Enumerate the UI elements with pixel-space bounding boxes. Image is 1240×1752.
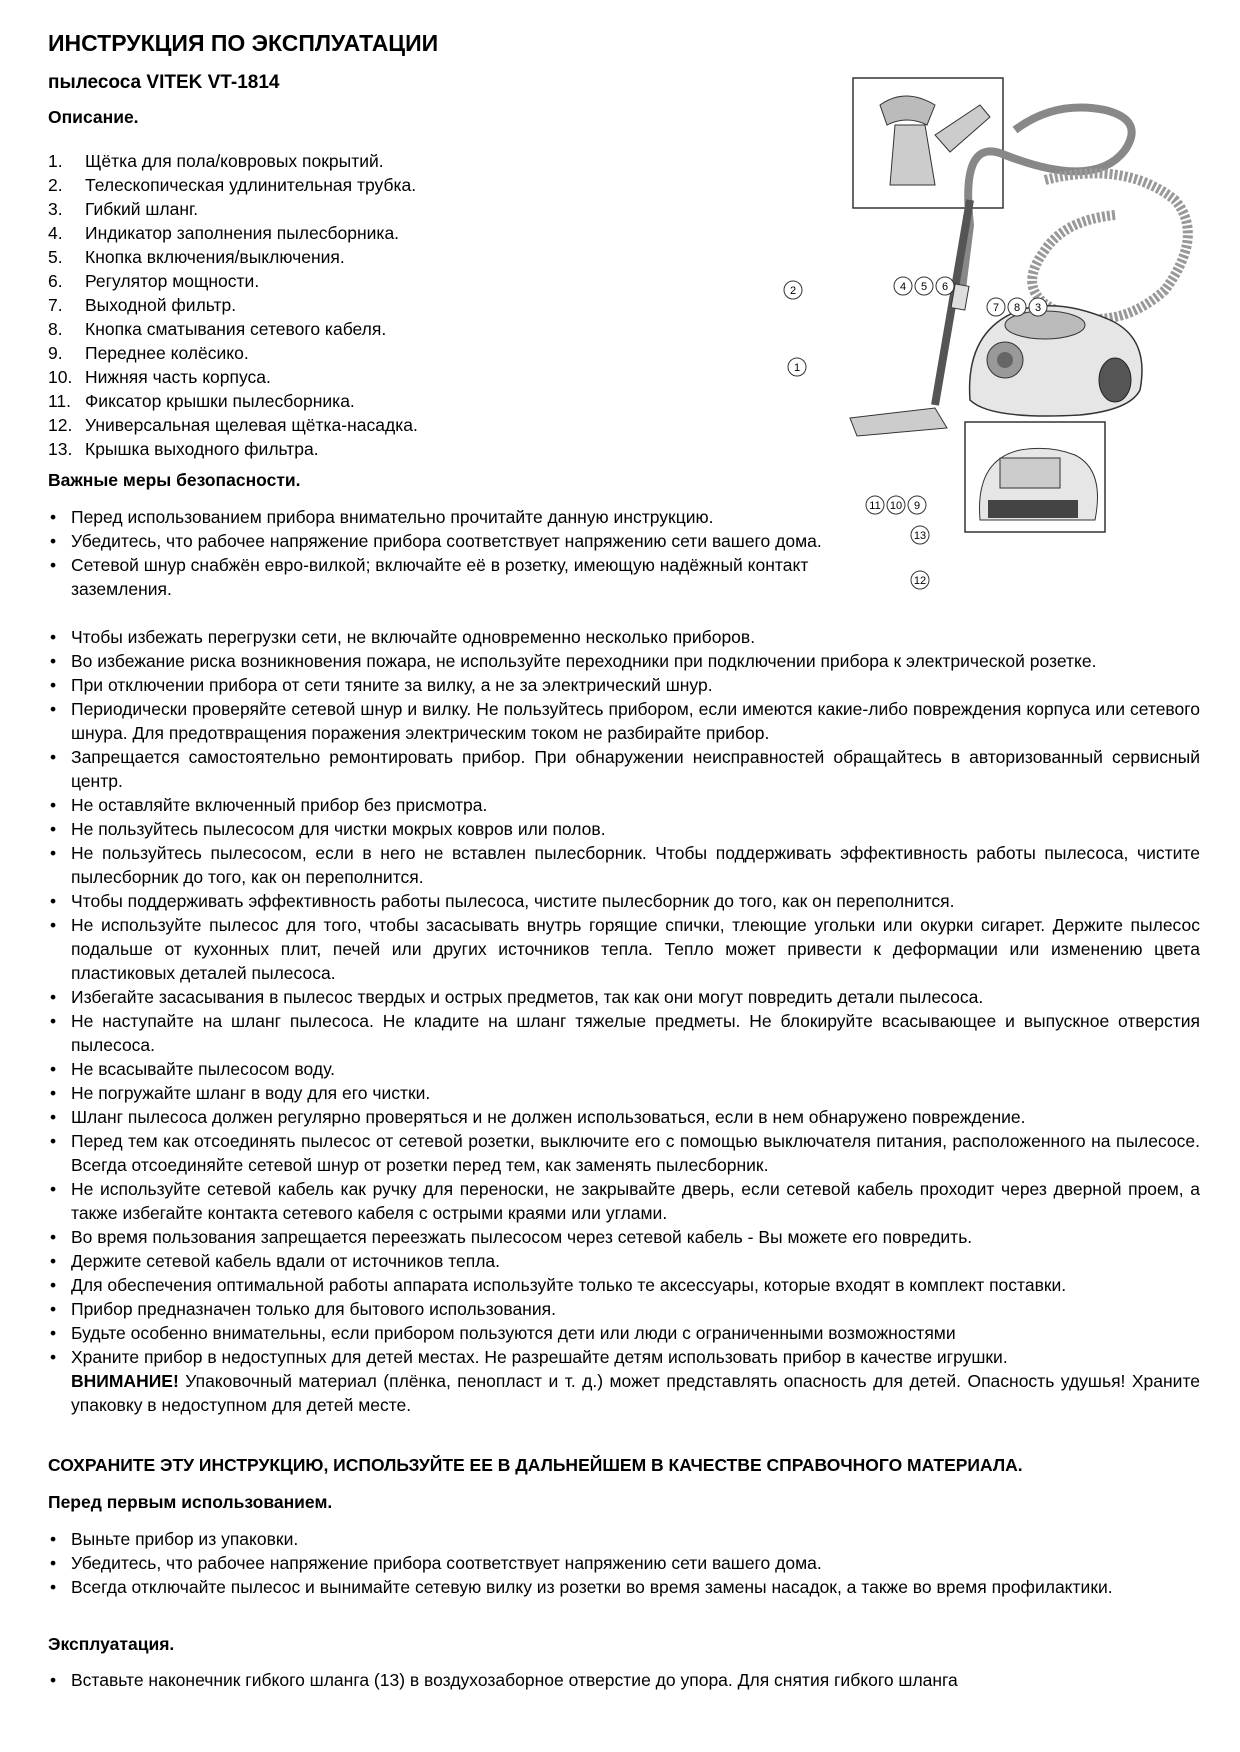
exhaust-filter-cover	[1000, 458, 1060, 488]
list-item: 7. Выходной фильтр.	[48, 295, 237, 315]
warning-text: Упаковочный материал (плёнка, пенопласт и т. д.) может представлять опасность для детей. Опасность удушья! Храните упаковку в недоступном для детей месте.	[71, 1371, 1200, 1415]
list-item: • Не используйте сетевой кабель как ручку для переноски, не закрывайте дверь, если сетевой кабель проходит через дверной проем, а также избегайте контакта сетевого кабеля с острыми краями или углами.	[48, 1177, 1200, 1225]
crevice-tool-holder	[988, 500, 1078, 518]
list-item: 6. Регулятор мощности.	[48, 271, 260, 291]
list-item: 11. Фиксатор крышки пылесборника.	[48, 391, 355, 411]
callout-number: 7	[992, 302, 1000, 314]
list-item: • Не пользуйтесь пылесосом, если в него не вставлен пылесборник. Чтобы поддерживать эффективность работы пылесоса, чистите пылесборник до того, как он переполнится.	[48, 841, 1200, 889]
before-first-use-heading: Перед первым использованием.	[48, 1492, 333, 1512]
list-item: • Не всасывайте пылесосом воду.	[48, 1057, 1200, 1081]
callout-number: 5	[920, 281, 928, 293]
save-notice: СОХРАНИТЕ ЭТУ ИНСТРУКЦИЮ, ИСПОЛЬЗУЙТЕ ЕЕ В ДАЛЬНЕЙШЕМ В КАЧЕСТВЕ СПРАВОЧНОГО МАТЕРИАЛА.	[48, 1455, 1023, 1475]
callout-number: 9	[913, 500, 921, 512]
callout-number: 11	[869, 500, 881, 512]
callout-number: 6	[941, 281, 949, 293]
list-item: • Перед использованием прибора внимательно прочитайте данную инструкцию.	[48, 505, 850, 529]
document-title: ИНСТРУКЦИЯ ПО ЭКСПЛУАТАЦИИ	[48, 30, 439, 56]
callout-number: 4	[899, 281, 907, 293]
callout-number: 8	[1013, 302, 1021, 314]
list-item: • Держите сетевой кабель вдали от источников тепла.	[48, 1249, 1200, 1273]
list-item: • Вставьте наконечник гибкого шланга (13) в воздухозаборное отверстие до упора. Для снятия гибкого шланга	[48, 1668, 1200, 1692]
list-item: • Сетевой шнур снабжён евро-вилкой; включайте её в розетку, имеющую надёжный контакт заземления.	[48, 553, 850, 601]
safety-heading: Важные меры безопасности.	[48, 470, 301, 490]
description-heading: Описание.	[48, 107, 139, 127]
warning-label: ВНИМАНИЕ!	[71, 1371, 179, 1391]
product-subtitle: пылесоса VITEK VT-1814	[48, 72, 280, 93]
list-item: 12. Универсальная щелевая щётка-насадка.	[48, 415, 418, 435]
list-item: • Не погружайте шланг в воду для его чистки.	[48, 1081, 1200, 1105]
before-first-use-list	[48, 1527, 1200, 1599]
operation-heading: Эксплуатация.	[48, 1634, 175, 1654]
list-item: • Не оставляйте включенный прибор без присмотра.	[48, 793, 1200, 817]
list-item: • Во избежание риска возникновения пожара, не используйте переходники при подключении прибора к электрической розетке.	[48, 649, 1200, 673]
list-item: • Чтобы избежать перегрузки сети, не включайте одновременно несколько приборов.	[48, 625, 1200, 649]
list-item: • Избегайте засасывания в пылесос твердых и острых предметов, так как они могут повредить детали пылесоса.	[48, 985, 1200, 1009]
safety-list	[48, 625, 1200, 1417]
list-item: 13. Крышка выходного фильтра.	[48, 439, 319, 459]
list-item: • Запрещается самостоятельно ремонтировать прибор. При обнаружении неисправностей обращайтесь в авторизованный сервисный центр.	[48, 745, 1200, 793]
list-item: • Убедитесь, что рабочее напряжение прибора соответствует напряжению сети вашего дома.	[48, 529, 850, 553]
callout-number: 13	[913, 530, 927, 542]
list-item: 1. Щётка для пола/ковровых покрытий.	[48, 151, 384, 171]
list-item: • Перед тем как отсоединять пылесос от сетевой розетки, выключите его с помощью выключателя питания, расположенного на пылесосе. Всегда отсоединяйте сетевой шнур от розетки перед тем, как заменять пылесборник.	[48, 1129, 1200, 1177]
callout-number: 10	[889, 500, 903, 512]
air-inlet-center	[997, 352, 1013, 368]
list-item: 8. Кнопка сматывания сетевого кабеля.	[48, 319, 387, 339]
safety-list-top	[48, 505, 850, 601]
list-item: • Во время пользования запрещается переезжать пылесосом через сетевой кабель - Вы можете его повредить.	[48, 1225, 1200, 1249]
vacuum-illustration	[789, 70, 1210, 615]
callout-number: 2	[789, 285, 797, 297]
parts-list	[48, 149, 748, 461]
operation-list	[48, 1668, 1200, 1692]
rear-wheel	[1099, 358, 1131, 402]
list-item: • Для обеспечения оптимальной работы аппарата используйте только те аксессуары, которые входят в комплект поставки.	[48, 1273, 1200, 1297]
list-item: • Убедитесь, что рабочее напряжение прибора соответствует напряжению сети вашего дома.	[48, 1551, 1200, 1575]
list-item: • Не пользуйтесь пылесосом для чистки мокрых ковров или полов.	[48, 817, 1200, 841]
list-item: • Прибор предназначен только для бытового использования.	[48, 1297, 1200, 1321]
callout-number: 12	[913, 575, 927, 587]
vacuum-cleaner-diagram	[789, 70, 1210, 615]
list-item: 9. Переднее колёсико.	[48, 343, 249, 363]
list-item: • При отключении прибора от сети тяните за вилку, а не за электрический шнур.	[48, 673, 1200, 697]
callout-number: 3	[1034, 302, 1042, 314]
list-item: 5. Кнопка включения/выключения.	[48, 247, 345, 267]
list-item: • Шланг пылесоса должен регулярно проверяться и не должен использоваться, если в нем обнаружено повреждение.	[48, 1105, 1200, 1129]
list-item: • Не используйте пылесос для того, чтобы засасывать внутрь горящие спички, тлеющие угольки или окурки сигарет. Держите пылесос подальше от кухонных плит, печей или других источников тепла. Тепло может привести к деформации или изменению цвета пластиковых деталей пылесоса.	[48, 913, 1200, 985]
callout-number: 1	[793, 362, 801, 374]
list-item: • Храните прибор в недоступных для детей местах. Не разрешайте детям использовать прибор в качестве игрушки. ВНИМАНИЕ! Упаковочный материал (плёнка, пенопласт и т. д.) может представлять опасность для детей. Опасность удушья! Храните упаковку в недоступном для детей месте.	[48, 1345, 1200, 1417]
list-item: • Не наступайте на шланг пылесоса. Не кладите на шланг тяжелые предметы. Не блокируйте всасывающее и выпускное отверстия пылесоса.	[48, 1009, 1200, 1057]
list-item: 10. Нижняя часть корпуса.	[48, 367, 271, 387]
list-item: 2. Телескопическая удлинительная трубка.	[48, 175, 417, 195]
list-item: 3. Гибкий шланг.	[48, 199, 199, 219]
list-item: • Будьте особенно внимательны, если прибором пользуются дети или люди с ограниченными возможностями	[48, 1321, 1200, 1345]
list-item: 4. Индикатор заполнения пылесборника.	[48, 223, 400, 243]
hose-coil	[1032, 173, 1188, 319]
list-item: • Выньте прибор из упаковки.	[48, 1527, 1200, 1551]
floor-brush	[850, 408, 947, 436]
list-item: • Периодически проверяйте сетевой шнур и вилку. Не пользуйтесь прибором, если имеются какие-либо повреждения корпуса или сетевого шнура. Для предотвращения поражения электрическим током не разбирайте прибор.	[48, 697, 1200, 745]
list-item: • Чтобы поддерживать эффективность работы пылесоса, чистите пылесборник до того, как он переполнится.	[48, 889, 1200, 913]
list-item: • Всегда отключайте пылесос и вынимайте сетевую вилку из розетки во время замены насадок, а также во время профилактики.	[48, 1575, 1200, 1599]
